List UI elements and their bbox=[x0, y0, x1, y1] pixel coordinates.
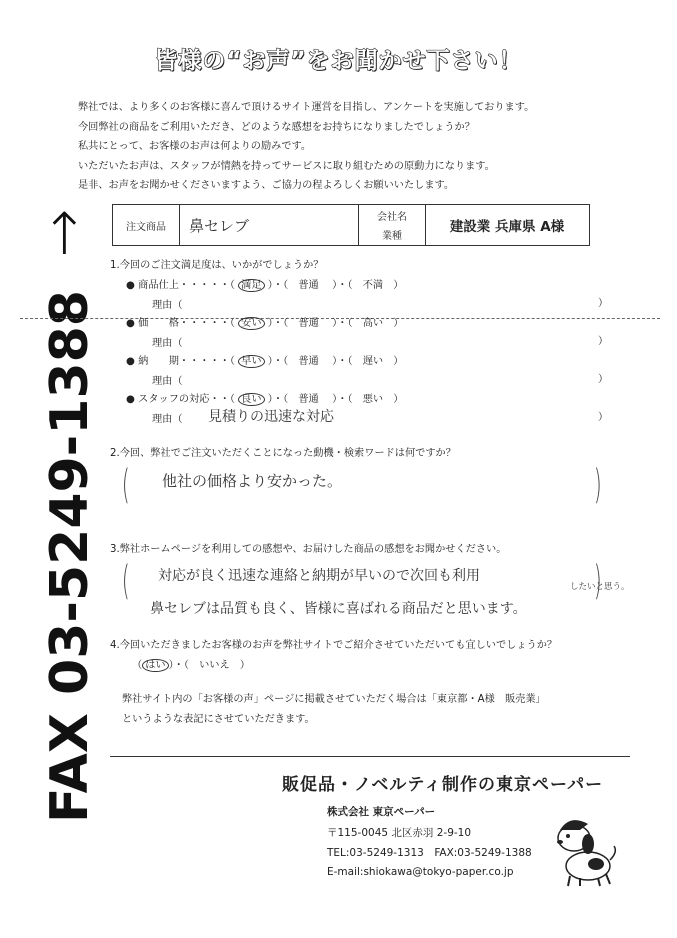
option-selected[interactable]: 良い bbox=[238, 393, 264, 406]
company-label: 会社名 bbox=[377, 212, 407, 223]
close-paren: ） bbox=[598, 412, 609, 423]
close-bracket: ) bbox=[593, 462, 602, 508]
item-label: ● 納 期・・・・・（ bbox=[126, 356, 235, 367]
option[interactable]: 悪い bbox=[362, 394, 384, 405]
company-name: 株式会社 東京ペーパー bbox=[327, 806, 436, 818]
order-info-box bbox=[112, 204, 590, 246]
close-bracket: ) bbox=[593, 558, 602, 604]
dog-mascot-icon bbox=[550, 808, 620, 888]
q4-note-line1: 弊社サイト内の「お客様の声」ページに掲載させていただく場合は「東京都・A様 販売業」 bbox=[122, 694, 546, 705]
option[interactable]: 普通 bbox=[298, 356, 319, 367]
q1-item-staff: ● スタッフの対応・・（ 良い ）・（ 普通 ）・（ 悪い ） bbox=[126, 394, 404, 405]
option[interactable]: 高い bbox=[362, 318, 384, 329]
open-bracket: ( bbox=[121, 462, 130, 508]
q1-reason-label: 理由（ bbox=[152, 338, 183, 349]
q4-note-line2: というような表記にさせていただきます。 bbox=[122, 714, 315, 725]
q1-item-price: ● 価 格・・・・・（ 安い ）・（ 普通 ）・（ 高い ） bbox=[126, 318, 404, 329]
q1-reason-label: 理由（ bbox=[152, 376, 183, 387]
q1-item-quality: ● 商品仕上・・・・・（ 満足 ）・（ 普通 ）・（ 不満 ） bbox=[126, 280, 404, 291]
close-paren: ） bbox=[598, 374, 609, 385]
q2-question: 2.今回、弊社でご注文いただくことになった動機・検索ワードは何ですか？ bbox=[110, 448, 456, 459]
q1-item-delivery: ● 納 期・・・・・（ 早い ）・（ 普通 ）・（ 遅い ） bbox=[126, 356, 404, 367]
intro-line: いただいたお声は、スタッフが情熱を持ってサービスに取り組むための原動力になります。 bbox=[78, 160, 495, 172]
industry-label: 業種 bbox=[382, 231, 402, 242]
q2-answer[interactable]: 他社の価格より安かった。 bbox=[162, 472, 343, 490]
item-label: ● スタッフの対応・・（ bbox=[126, 394, 235, 405]
company-email[interactable]: E-mail:shiokawa@tokyo-paper.co.jp bbox=[327, 866, 514, 878]
intro-line: 是非、お声をお聞かせくださいますよう、ご協力の程よろしくお願いいたします。 bbox=[78, 180, 455, 192]
q1-question: 1.今回のご注文満足度は、いかがでしょうか？ bbox=[110, 260, 324, 271]
q4-options: （ はい ）・（ いいえ ） bbox=[132, 660, 251, 671]
close-paren: ） bbox=[598, 298, 609, 309]
up-arrow-icon: ↑ bbox=[40, 200, 89, 268]
product-label: 注文商品 bbox=[113, 205, 180, 245]
open-bracket: ( bbox=[121, 558, 130, 604]
option-selected[interactable]: 早い bbox=[238, 355, 264, 368]
q1-staff-reason[interactable]: 見積りの迅速な対応 bbox=[208, 409, 334, 425]
intro-line: 弊社では、より多くのお客様に喜んで頂けるサイト運営を目指し、アンケートを実施しております。 bbox=[78, 102, 535, 113]
option-selected[interactable]: 満足 bbox=[238, 279, 264, 292]
footer-divider bbox=[110, 756, 630, 757]
fax-number-vertical: FAX 03-5249-1388 bbox=[40, 290, 100, 823]
company-industry-label bbox=[359, 205, 426, 245]
option[interactable]: 普通 bbox=[298, 394, 319, 405]
option[interactable]: 遅い bbox=[362, 356, 384, 367]
company-address: 〒115-0045 北区赤羽 2-9-10 bbox=[327, 827, 472, 839]
option[interactable]: 普通 bbox=[298, 280, 319, 291]
intro-line: 私共にとって、お客様のお声は何よりの励みです。 bbox=[78, 141, 312, 153]
q4-question: 4.今回いただきましたお客様のお声を弊社サイトでご紹介させていただいても宜しいでしょうか？ bbox=[110, 640, 558, 651]
option[interactable]: 普通 bbox=[298, 318, 319, 329]
option-no[interactable]: いいえ bbox=[199, 660, 230, 671]
item-label: ● 商品仕上・・・・・（ bbox=[126, 280, 235, 291]
company-value[interactable]: 建設業 兵庫県 A様 bbox=[449, 219, 565, 235]
option[interactable]: 不満 bbox=[362, 280, 384, 291]
q1-reason-label: 理由（ bbox=[152, 300, 183, 311]
product-value[interactable]: 鼻セレブ bbox=[179, 205, 359, 245]
page-title: 皆様の“お声”をお聞かせ下さい！ bbox=[154, 48, 523, 74]
company-phone-fax: TEL:03-5249-1313 FAX:03-5249-1388 bbox=[327, 847, 532, 859]
q3-answer-line2[interactable]: 鼻セレブは品質も良く、皆様に喜ばれる商品だと思います。 bbox=[150, 601, 527, 617]
intro-text bbox=[78, 98, 638, 196]
intro-line: 今回弊社の商品をご利用いただき、どのような感想をお持ちになりましたでしょうか？ bbox=[78, 121, 475, 133]
item-label: ● 価 格・・・・・（ bbox=[126, 318, 235, 329]
brand-tagline: 販促品・ノベルティ制作の東京ペーパー bbox=[282, 775, 604, 795]
q3-question: 3.弊社ホームページを利用しての感想や、お届けした商品の感想をお聞かせください。 bbox=[110, 544, 507, 555]
option-selected[interactable]: 安い bbox=[238, 317, 264, 330]
q1-reason-label: 理由（ bbox=[152, 414, 183, 425]
q3-answer-line1[interactable]: 対応が良く迅速な連絡と納期が早いので次回も利用 bbox=[158, 568, 480, 584]
q3-answer-note[interactable]: したいと思う。 bbox=[570, 582, 630, 592]
option-yes[interactable]: はい bbox=[142, 659, 168, 672]
close-paren: ） bbox=[598, 336, 609, 347]
